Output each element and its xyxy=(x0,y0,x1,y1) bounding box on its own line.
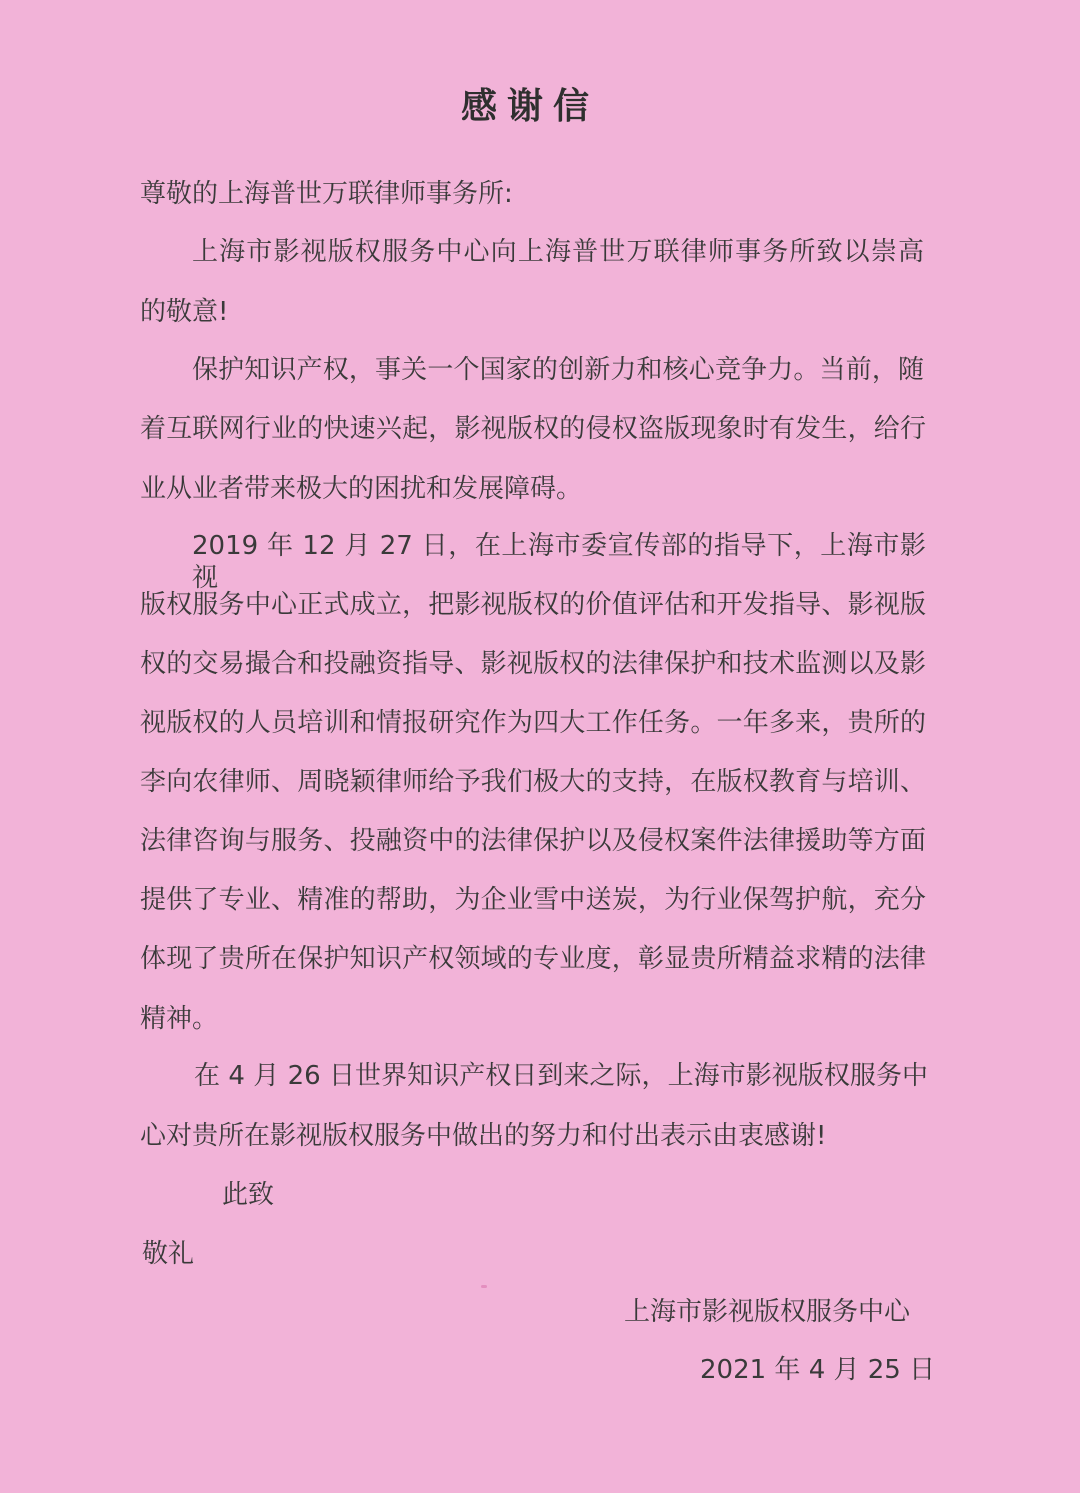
sender-organization: 上海市影视版权服务中心 xyxy=(624,1297,911,1327)
body-line: 着互联网行业的快速兴起，影视版权的侵权盗版现象时有发生，给行 xyxy=(140,414,926,444)
salutation: 尊敬的上海普世万联律师事务所: xyxy=(140,179,513,209)
body-line: 法律咨询与服务、投融资中的法律保护以及侵权案件法律援助等方面 xyxy=(140,826,926,856)
letter-title: 感谢信 xyxy=(460,85,599,127)
body-line: 权的交易撮合和投融资指导、影视版权的法律保护和技术监测以及影 xyxy=(140,649,926,679)
body-line: 版权服务中心正式成立，把影视版权的价值评估和开发指导、影视版 xyxy=(140,590,926,620)
body-line: 保护知识产权，事关一个国家的创新力和核心竞争力。当前，随 xyxy=(192,355,924,385)
body-line: 在 4 月 26 日世界知识产权日到来之际，上海市影视版权服务中 xyxy=(194,1061,928,1091)
body-line: 李向农律师、周晓颖律师给予我们极大的支持，在版权教育与培训、 xyxy=(140,767,926,797)
paper-speck xyxy=(481,1285,487,1288)
body-line: 提供了专业、精准的帮助，为企业雪中送炭，为行业保驾护航，充分 xyxy=(140,885,926,915)
closing-jing-li: 敬礼 xyxy=(142,1239,195,1269)
body-line: 业从业者带来极大的困扰和发展障碍。 xyxy=(140,474,583,504)
body-line: 2019 年 12 月 27 日，在上海市委宣传部的指导下，上海市影视 xyxy=(192,531,926,593)
body-line: 上海市影视版权服务中心向上海普世万联律师事务所致以崇高 xyxy=(192,237,924,267)
body-line: 心对贵所在影视版权服务中做出的努力和付出表示由衷感谢! xyxy=(140,1121,827,1151)
body-line: 视版权的人员培训和情报研究作为四大工作任务。一年多来，贵所的 xyxy=(140,708,926,738)
body-line: 的敬意! xyxy=(140,297,229,327)
body-line: 精神。 xyxy=(140,1004,219,1034)
body-line: 体现了贵所在保护知识产权领域的专业度，彰显贵所精益求精的法律 xyxy=(140,944,926,974)
closing-ci-zhi: 此致 xyxy=(222,1180,275,1210)
letter-date: 2021 年 4 月 25 日 xyxy=(700,1355,936,1385)
